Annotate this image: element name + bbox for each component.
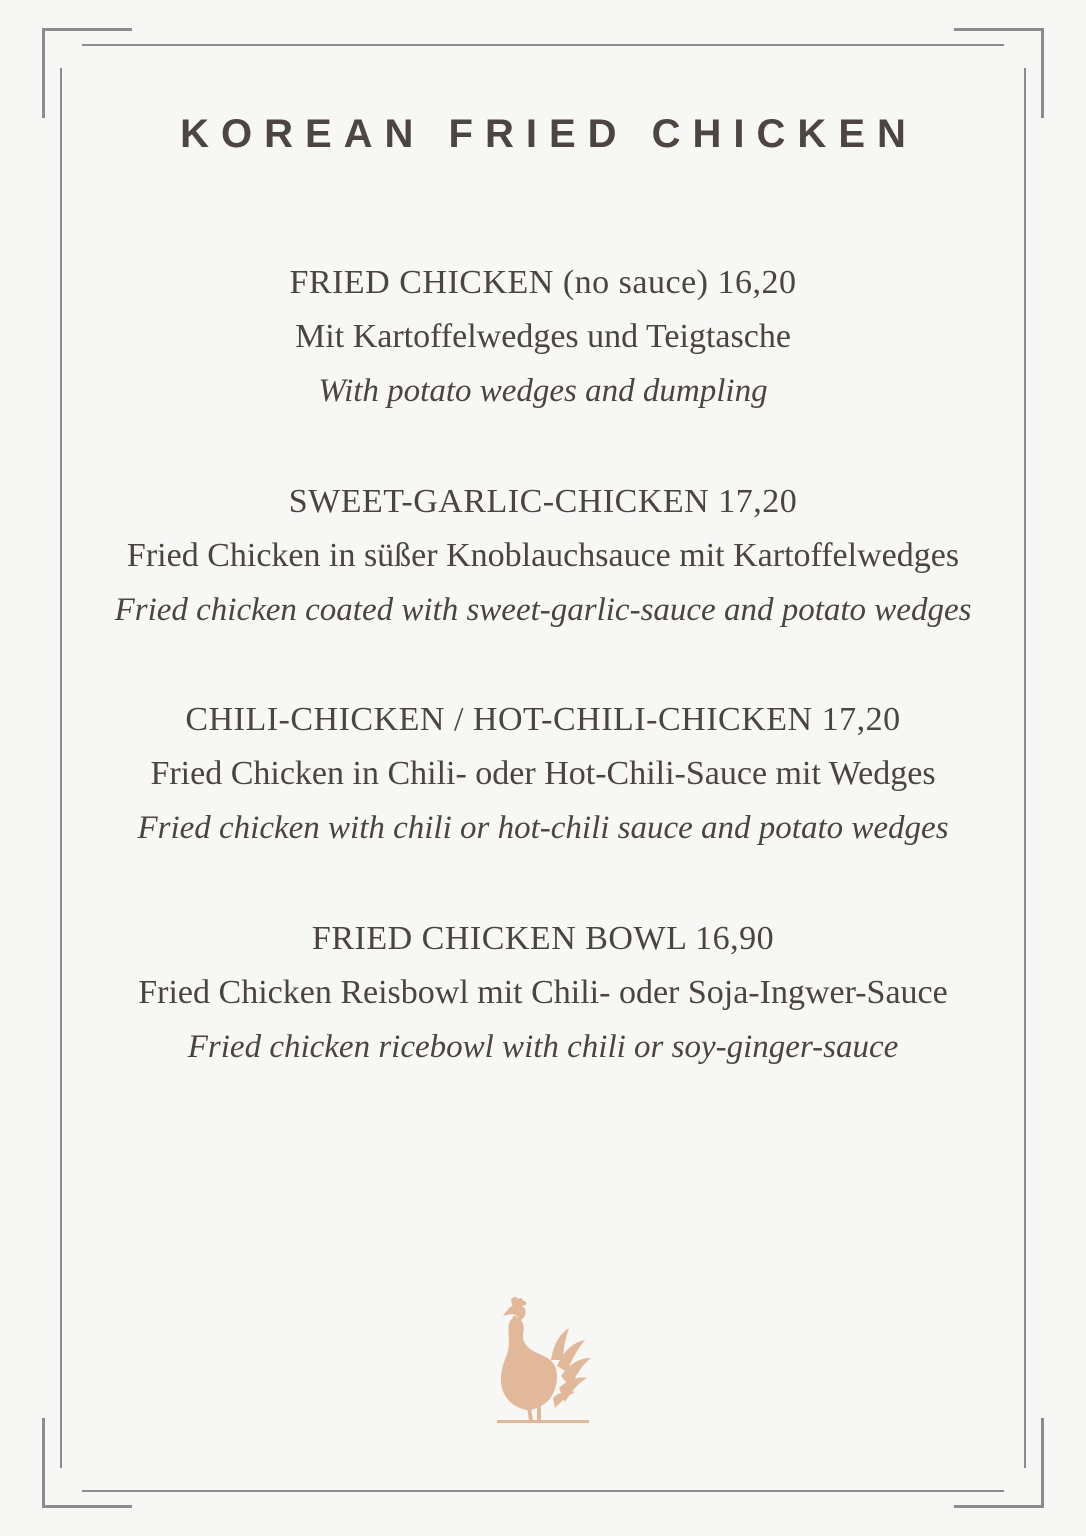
corner-bottom-right-v: [1041, 1418, 1044, 1508]
menu-item: [0, 475, 1086, 637]
item-name: CHILI-CHICKEN / HOT-CHILI-CHICKEN 17,20: [185, 701, 901, 738]
corner-bottom-left-v: [42, 1418, 45, 1508]
frame-bottom-line: [82, 1490, 1004, 1492]
menu-item: [0, 693, 1086, 855]
rooster-icon: [493, 1296, 593, 1428]
menu-title: KOREAN FRIED CHICKEN: [180, 112, 918, 156]
item-description-de: Fried Chicken in süßer Knoblauchsauce mit Kartoffelwedges: [126, 537, 960, 574]
item-name: SWEET-GARLIC-CHICKEN 17,20: [288, 483, 798, 520]
corner-bottom-right-h: [954, 1505, 1044, 1508]
item-description-en: With potato wedges and dumpling: [318, 373, 768, 409]
item-description-de: Fried Chicken Reisbowl mit Chili- oder Soja-Ingwer-Sauce: [138, 974, 948, 1011]
corner-top-left-h: [42, 28, 132, 31]
corner-bottom-left-h: [42, 1505, 132, 1508]
item-name: FRIED CHICKEN (no sauce) 16,20: [289, 264, 797, 301]
frame-top-line: [82, 44, 1004, 46]
item-description-en: Fried chicken ricebowl with chili or soy-ginger-sauce: [187, 1029, 899, 1065]
item-description-en: Fried chicken coated with sweet-garlic-sauce and potato wedges: [114, 592, 972, 628]
corner-top-right-v: [1041, 28, 1044, 118]
item-name: FRIED CHICKEN BOWL 16,90: [311, 920, 775, 957]
corner-top-left-v: [42, 28, 45, 118]
item-description-de: Fried Chicken in Chili- oder Hot-Chili-Sauce mit Wedges: [150, 755, 936, 792]
menu-item: [0, 912, 1086, 1074]
corner-top-right-h: [954, 28, 1044, 31]
menu-item: [0, 256, 1086, 418]
item-description-de: Mit Kartoffelwedges und Teigtasche: [295, 318, 791, 355]
item-description-en: Fried chicken with chili or hot-chili sauce and potato wedges: [137, 810, 949, 846]
